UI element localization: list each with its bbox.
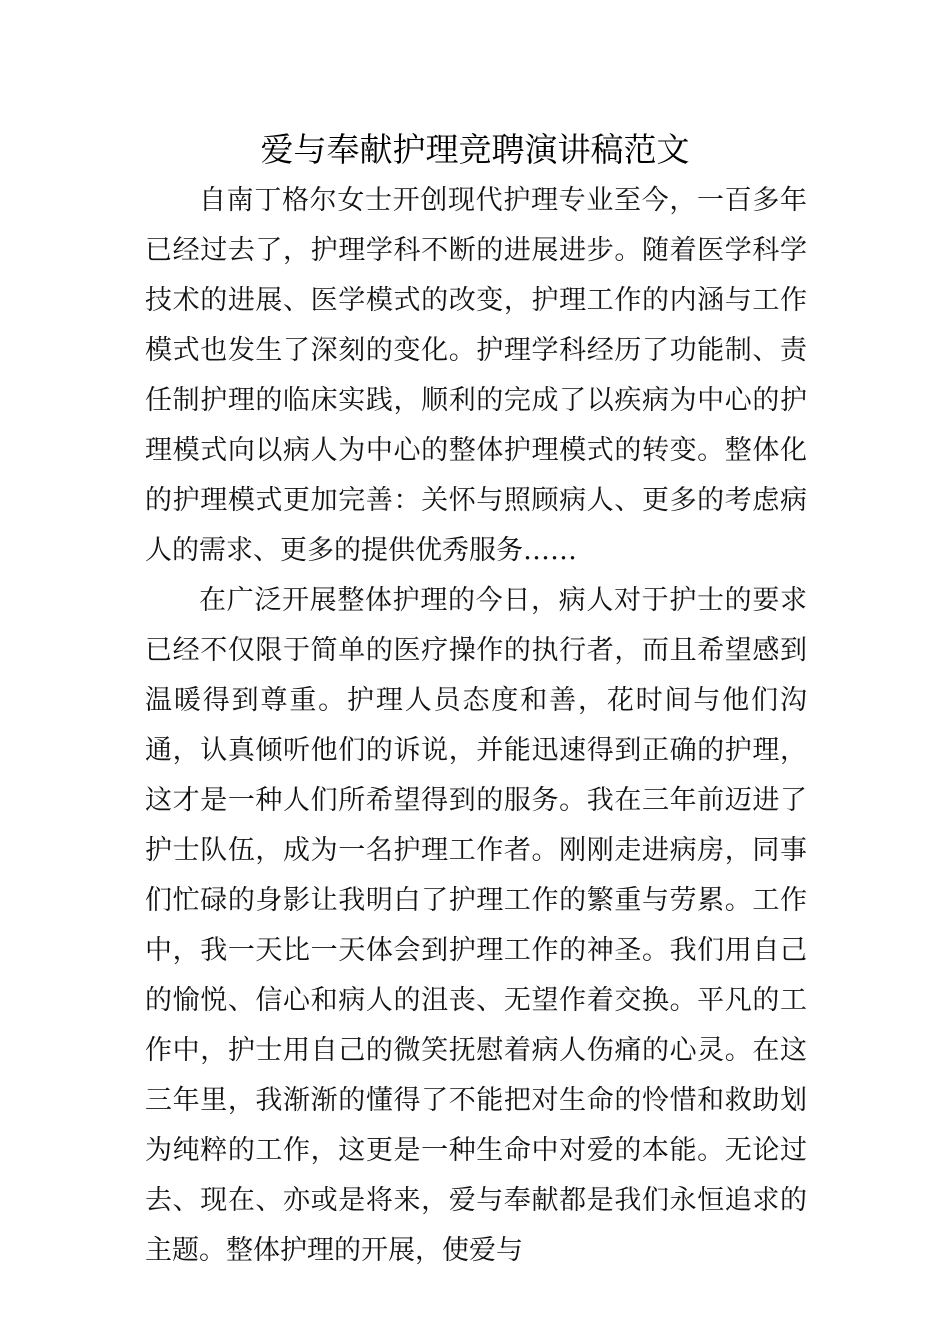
document-title: 爱与奉献护理竞聘演讲稿范文 (260, 130, 690, 169)
paragraph-2: 在广泛开展整体护理的今日，病人对于护士的要求已经不仅限于简单的医疗操作的执行者，而且希望感到温暖得到尊重。护理人员态度和善，花时间与他们沟通，认真倾听他们的诉说，并能迅速得到正确的护理，这才是一种人们所希望得到的服务。我在三年前迈进了护士队伍，成为一名护理工作者。刚刚走进病房，同事们忙碌的身影让我明白了护理工作的繁重与劳累。工作中，我一天比一天体会到护理工作的神圣。我们用自己的愉悦、信心和病人的沮丧、无望作着交换。平凡的工作中，护士用自己的微笑抚慰着病人伤痛的心灵。在这三年里，我渐渐的懂得了不能把对生命的怜惜和救助划为纯粹的工作，这更是一种生命中对爱的本能。无论过去、现在、亦或是将来，爱与奉献都是我们永恒追求的主题。整体护理的开展，使爱与 (145, 585, 807, 1266)
paragraph-1: 自南丁格尔女士开创现代护理专业至今，一百多年已经过去了，护理学科不断的进展进步。随着医学科学技术的进展、医学模式的改变，护理工作的内涵与工作模式也发生了深刻的变化。护理学科经历了功能制、责任制护理的临床实践，顺利的完成了以疾病为中心的护理模式向以病人为中心的整体护理模式的转变。整体化的护理模式更加完善：关怀与照顾病人、更多的考虑病人的需求、更多的提供优秀服务…… (145, 185, 807, 566)
document-body (145, 176, 807, 1276)
